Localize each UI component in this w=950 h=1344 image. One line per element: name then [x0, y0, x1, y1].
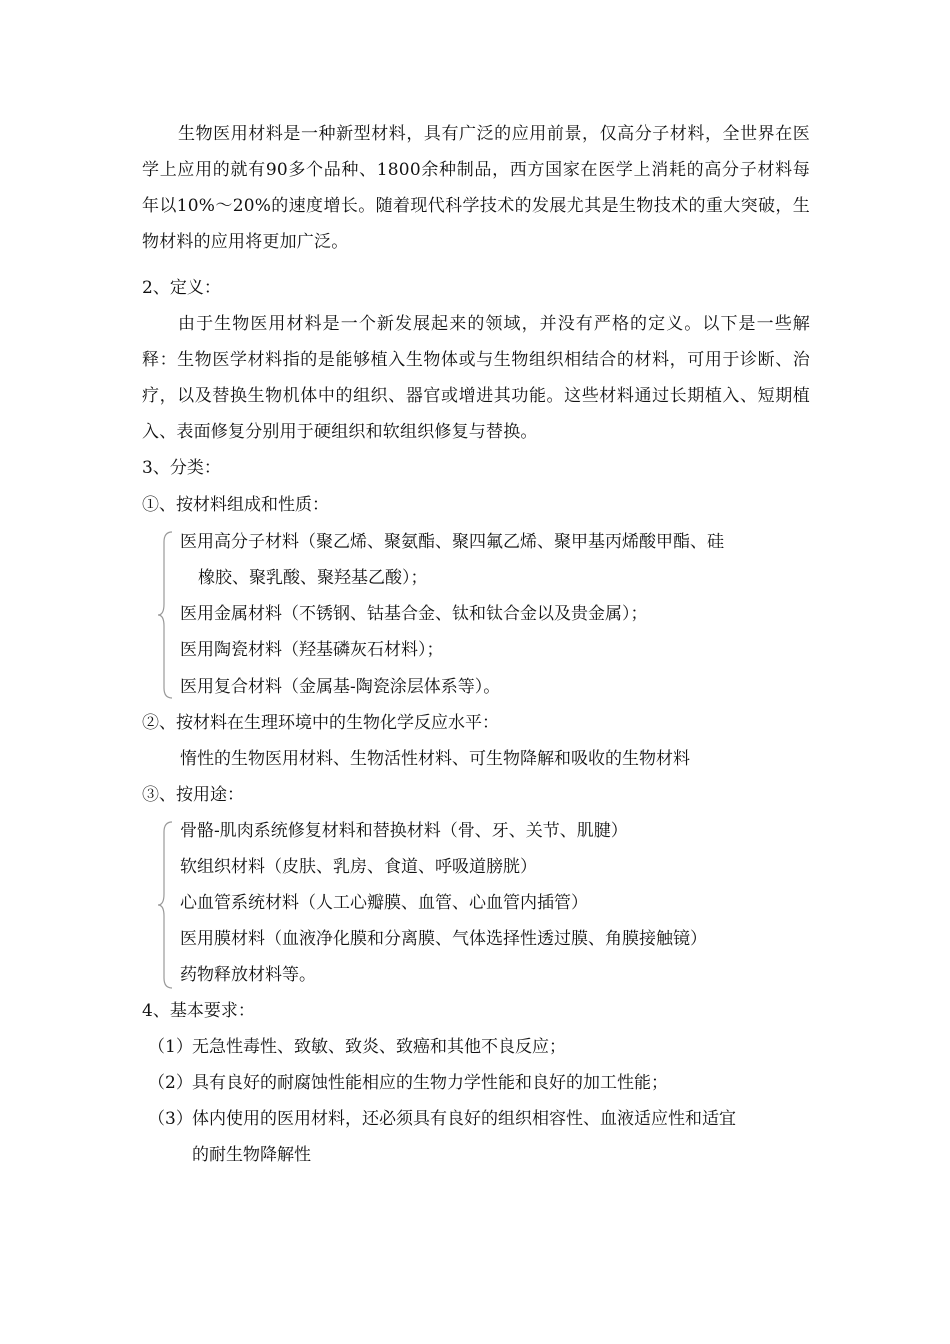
use-item: 医用膜材料（血液净化膜和分离膜、气体选择性透过膜、角膜接触镜） — [180, 929, 707, 949]
classification-heading: 3、分类： — [142, 458, 221, 478]
use-item: 药物释放材料等。 — [180, 965, 316, 985]
use-item: 软组织材料（皮肤、乳房、食道、呼吸道膀胱） — [180, 857, 537, 877]
left-brace-use — [156, 820, 176, 990]
definition-heading: 2、定义： — [142, 278, 221, 298]
composition-heading: ①、按材料组成和性质： — [142, 495, 329, 515]
definition-paragraph: 由于生物医用材料是一个新发展起来的领域，并没有严格的定义。以下是一些解释：生物医学材料指的是能够植入生物体或与生物组织相结合的材料，可用于诊断、治疗，以及替换生物机体中的组织、器官或增进其功能。这些材料通过长期植入、短期植入、表面修复分别用于硬组织和软组织修复与替换。 — [142, 314, 810, 442]
composition-item-metal: 医用金属材料（不锈钢、钴基合金、钛和钛合金以及贵金属）； — [180, 604, 648, 624]
requirement-item: （2）具有良好的耐腐蚀性能相应的生物力学性能和良好的加工性能； — [148, 1073, 668, 1093]
left-brace-composition — [156, 530, 176, 700]
composition-item-composite: 医用复合材料（金属基-陶瓷涂层体系等）。 — [180, 677, 501, 697]
intro-paragraph: 生物医用材料是一种新型材料，具有广泛的应用前景，仅高分子材料，全世界在医学上应用的就有90多个品种、1800余种制品，西方国家在医学上消耗的高分子材料每年以10%～20%的速度增长。随着现代科学技术的发展尤其是生物技术的重大突破，生物材料的应用将更加广泛。 — [142, 124, 810, 252]
requirement-item: （1）无急性毒性、致敏、致炎、致癌和其他不良反应； — [148, 1037, 566, 1057]
use-item: 骨骼-肌肉系统修复材料和替换材料（骨、牙、关节、肌腱） — [180, 821, 628, 841]
requirements-heading: 4、基本要求： — [142, 1001, 255, 1021]
reaction-heading: ②、按材料在生理环境中的生物化学反应水平： — [142, 713, 499, 733]
reaction-body: 惰性的生物医用材料、生物活性材料、可生物降解和吸收的生物材料 — [180, 749, 690, 769]
use-heading: ③、按用途： — [142, 785, 244, 805]
use-item: 心血管系统材料（人工心瓣膜、血管、心血管内插管） — [180, 893, 588, 913]
composition-item-ceramic: 医用陶瓷材料（羟基磷灰石材料）； — [180, 640, 444, 660]
composition-item-polymer: 医用高分子材料（聚乙烯、聚氨酯、聚四氟乙烯、聚甲基丙烯酸甲酯、硅 橡胶、聚乳酸、聚羟基乙酸）； — [180, 532, 724, 588]
requirement-item: （3）体内使用的医用材料，还必须具有良好的组织相容性、血液适应性和适宜 的耐生物降解性 — [148, 1109, 736, 1165]
